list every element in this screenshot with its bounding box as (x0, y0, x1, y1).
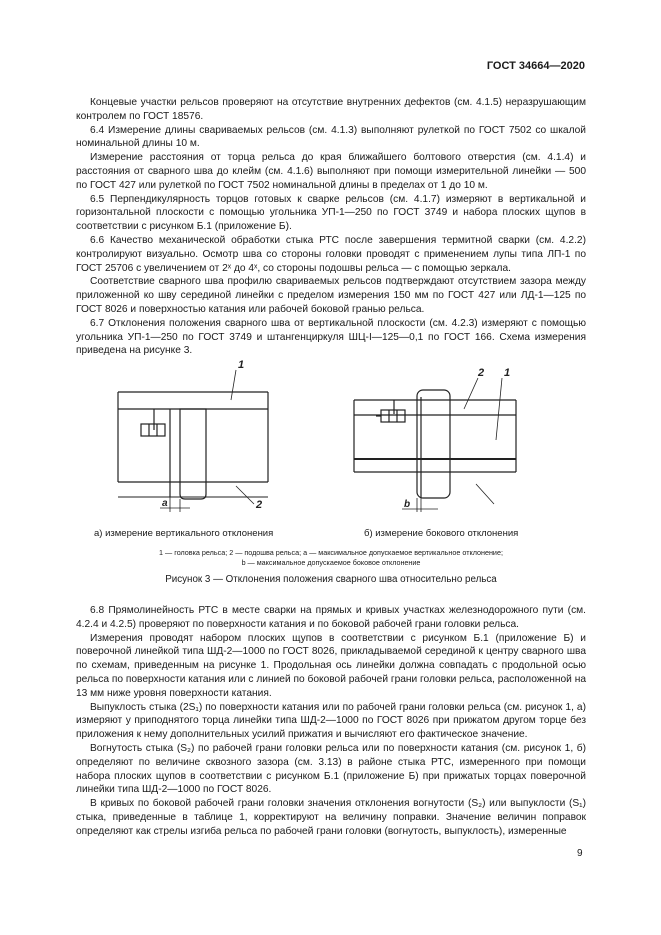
label-foot-a: 2 (256, 499, 263, 511)
figure-title: Рисунок 3 — Отклонения положения сварного шва относительно рельса (165, 574, 497, 585)
paragraph: Выпуклость стыка (2S₁) по поверхности катания или по рабочей грани головки рельса (см. рисунок 1, а) измеряют у приподнятого торца линейки типа ШД-2—1000 по ГОСТ 8026 при прижатом другом торце без приложения к нему дополнительных усилий прижатия и вычисляют его фактическое значение. (76, 701, 586, 741)
label-head-a: 1 (238, 359, 245, 371)
rail-diagram (76, 352, 586, 522)
paragraph: 6.7 Отклонения положения сварного шва от вертикальной плоскости (см. 4.2.3) измеряют с помощью угольника УП-1—250 по ГОСТ 3749 и штангенциркуля ШЦ-I—125—0,1 по ГОСТ 166. Схема измерения приведена на рисунке 3. (76, 317, 586, 357)
page-number: 9 (577, 848, 583, 859)
paragraph: Вогнутость стыка (S₂) по рабочей грани головки рельса или по поверхности катания (см. рисунок 1, б) определяют по величине сквозного зазора (см. 3.13) в районе стыка РТС, измеренного при помощи набора плоских щупов в соответствии с рисунком Б.1 (приложение Б) при прижатых торцах поверочной линейки типа ШД-2—1000 по ГОСТ 8026. (76, 742, 586, 796)
figure-legend-2: b — максимальное допускаемое боковое отклонение (241, 558, 421, 567)
paragraph: 6.6 Качество механической обработки стыка РТС после завершения термитной сварки (см. 4.2.2) контролируют визуально. Осмотр шва со стороны головки проводят с применением лупы типа ЛП-1 по ГОСТ 25706 с увеличением от 2ˣ до 4ˣ, со стороны подошвы рельса — с помощью зеркала. (76, 234, 586, 274)
caption-b: б) измерение бокового отклонения (364, 528, 519, 539)
paragraph: 6.8 Прямолинейность РТС в месте сварки на прямых и кривых участках железнодорожного пути (см. 4.2.4 и 4.2.5) проверяют по поверхности катания и по боковой рабочей грани головки рельса. (76, 605, 586, 630)
document-header: ГОСТ 34664—2020 (486, 60, 585, 72)
paragraph: Измерения проводят набором плоских щупов в соответствии с рисунком Б.1 (приложение Б) и поверочной линейкой типа ШД-2—1000 по ГОСТ 8026, прикладываемой серединой к центру сварного шва по схемам, приведенным на рисунке 1. Продольная ось линейки должна совпадать с продольной осью рельса по поверхности катания или с линией по боковой рабочей грани головки рельса, расположенной на 13 мм ниже уровня поверхности катания. (76, 632, 586, 699)
label-dim-b: b (404, 499, 411, 510)
paragraph: 6.5 Перпендикулярность торцов готовых к сварке рельсов (см. 4.1.7) измеряют в вертикальной и горизонтальной плоскости с помощью угольника УП-1—250 по ГОСТ 3749 и набора плоских щупов в соответствии с рисунком Б.1 (приложение Б). (76, 193, 586, 233)
text-block-top (76, 96, 586, 358)
figure-legend-1: 1 — головка рельса; 2 — подошва рельса; a — максимальное допускаемое вертикальное отклонение; (159, 548, 503, 557)
figure-3 (76, 352, 586, 585)
paragraph: Соответствие сварного шва профилю свариваемых рельсов подтверждают отсутствием зазора между приложенной ко шву серединой линейки с пределом измерения 150 мм по ГОСТ 427 или ЛД-1—125 по ГОСТ 8026 и поверхностью катания или рабочей боковой гранью рельса. (76, 276, 586, 315)
paragraph: В кривых по боковой рабочей грани головки значения отклонения вогнутости (S₂) или выпуклости (S₁) стыка, приведенные в таблице 1, корректируют на величину поправки. Значение величин поправок определяют как стрелы изгиба рельса по рабочей грани головки (вогнутость, выпуклость), измеренные (76, 798, 586, 837)
paragraph: 6.4 Измерение длины свариваемых рельсов (см. 4.1.3) выполняют рулеткой по ГОСТ 7502 со шкалой номинальной длины 10 м. (76, 124, 586, 150)
label-dim-a: a (162, 498, 168, 509)
caption-a: а) измерение вертикального отклонения (94, 528, 274, 539)
text-block-bottom (76, 604, 586, 839)
paragraph: Измерение расстояния от торца рельса до края ближайшего болтового отверстия (см. 4.1.4) и расстояния от сварного шва до клейм (см. 4.1.6) выполняют при помощи измерительной линейки — 500 по ГОСТ 427 или рулеткой по ГОСТ 7502 номинальной длины в пределах от 1 до 10 м. (76, 152, 586, 191)
label-foot-b: 2 (478, 367, 485, 379)
paragraph: Концевые участки рельсов проверяют на отсутствие внутренних дефектов (см. 4.1.5) неразрушающим контролем по ГОСТ 18576. (76, 97, 586, 122)
label-head-b: 1 (504, 367, 511, 379)
